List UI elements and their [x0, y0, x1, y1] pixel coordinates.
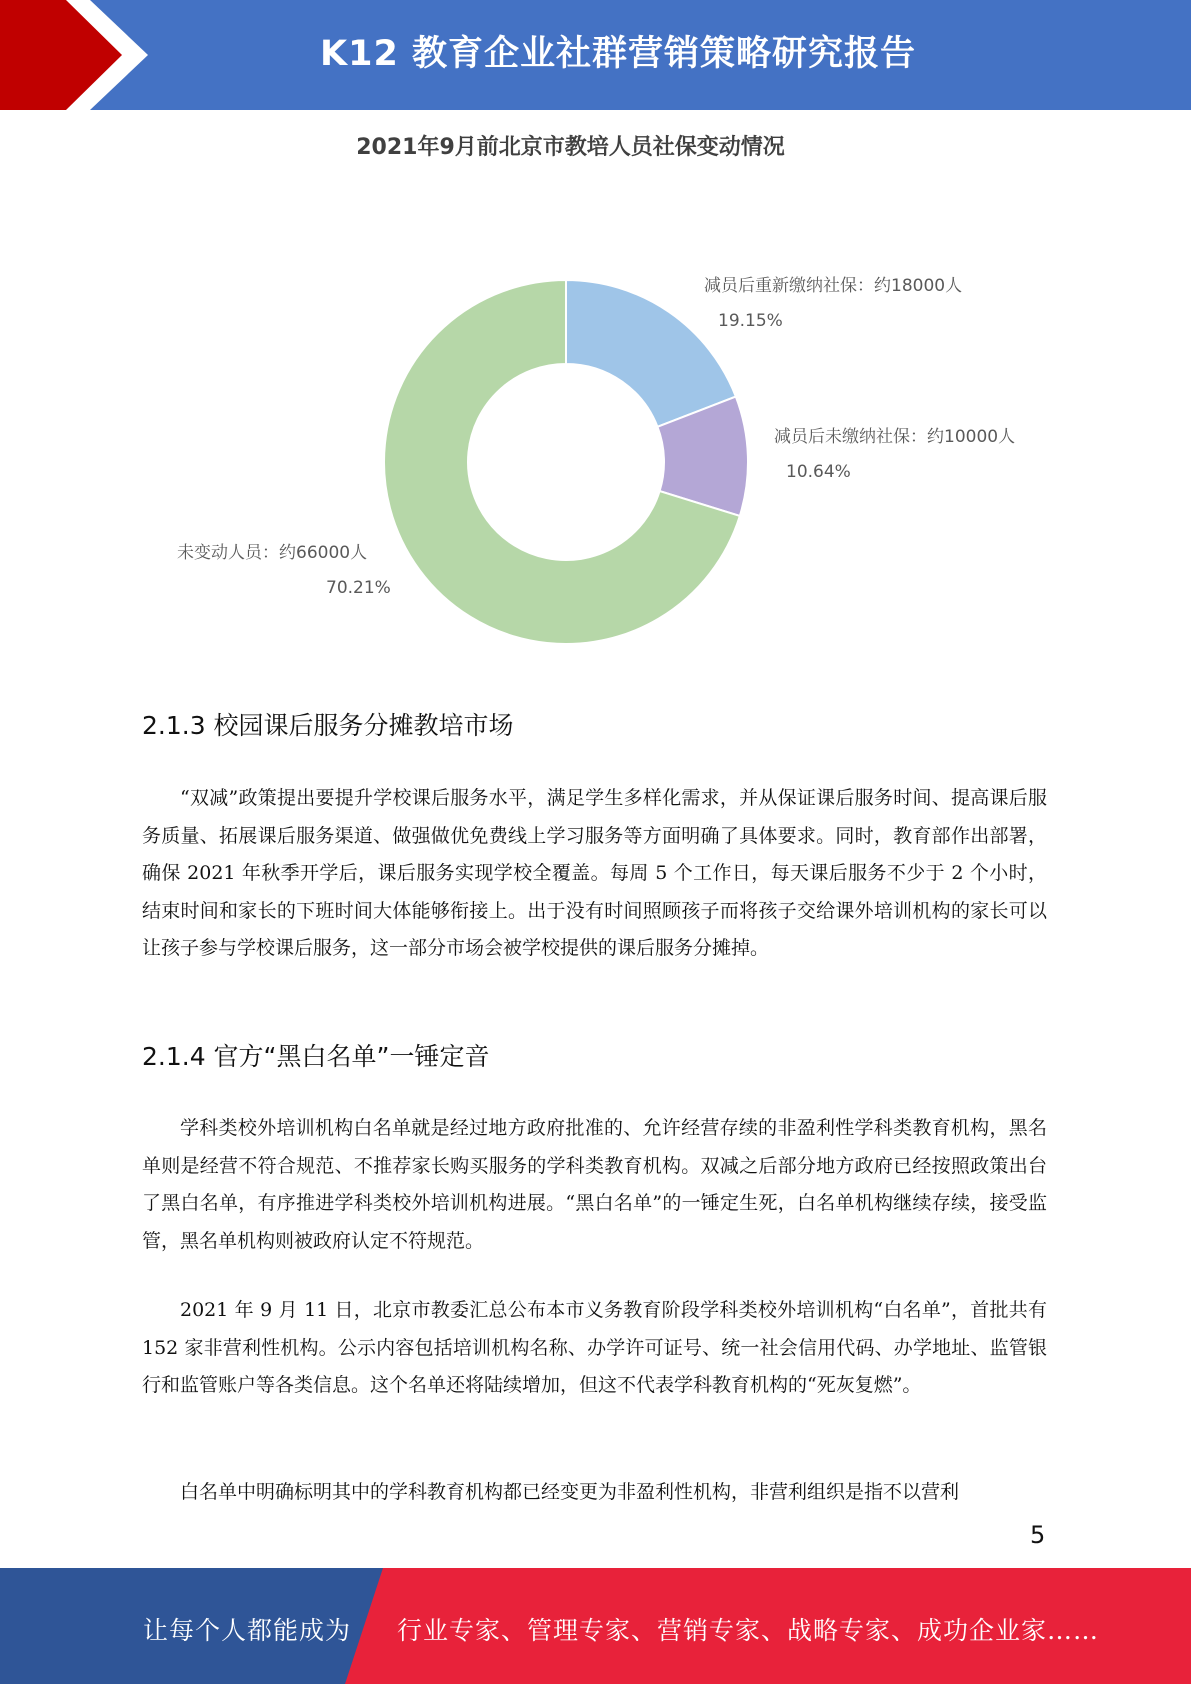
slice-percent-3: 70.21% [326, 578, 391, 598]
footer-slogan-left: 让每个人都能成为 [143, 1616, 352, 1645]
paragraph-2-1-4-a: 学科类校外培训机构白名单就是经过地方政府批准的、允许经营存续的非盈利性学科类教育机构，黑名单则是经营不符合规范、不推荐家长购买服务的学科类教育机构。双减之后部分地方政府已经按照政策出台了黑白名单，有序推进学科类校外培训机构进展。“黑白名单”的一锤定生死，白名单机构继续存续，接受监管，黑名单机构则被政府认定不符规范。 [142, 1117, 1047, 1252]
footer-slogan-right: 行业专家、管理专家、营销专家、战略专家、成功企业家…… [397, 1616, 1100, 1645]
slice-label-3: 未变动人员：约66000人 [177, 543, 368, 563]
donut-slice-1 [566, 280, 736, 427]
slice-label-2: 减员后未缴纳社保：约10000人 [774, 427, 1016, 447]
paragraph-2-1-4-c: 白名单中明确标明其中的学科教育机构都已经变更为非盈利性机构，非营利组织是指不以营利 [180, 1481, 960, 1503]
slice-label-1: 减员后重新缴纳社保：约18000人 [704, 276, 963, 296]
header-arrow-decoration [0, 0, 150, 110]
section-heading-2-1-3: 2.1.3 校园课后服务分摊教培市场 [142, 711, 514, 740]
header-bar [0, 0, 1191, 110]
page-number: 5 [1030, 1521, 1046, 1549]
section-heading-2-1-4: 2.1.4 官方“黑白名单”一锤定音 [142, 1042, 490, 1071]
slice-percent-2: 10.64% [786, 462, 851, 482]
slice-percent-1: 19.15% [718, 311, 783, 331]
chart-title-text: 2021年9月前北京市教培人员社保变动情况 [356, 135, 785, 160]
paragraph-2-1-4-b: 2021 年 9 月 11 日，北京市教委汇总公布本市义务教育阶段学科类校外培训机构“白名单”，首批共有 152 家非营利性机构。公示内容包括培训机构名称、办学许可证号、统一社会信用代码、办学地址、监管银行和监管账户等各类信息。这个名单还将陆续增加，但这不代表学科教育机构的“死灰复燃”。 [142, 1299, 1047, 1396]
report-title: K12 教育企业社群营销策略研究报告 [320, 34, 917, 74]
paragraph-2-1-3: “双减”政策提出要提升学校课后服务水平，满足学生多样化需求，并从保证课后服务时间、提高课后服务质量、拓展课后服务渠道、做强做优免费线上学习服务等方面明确了具体要求。同时，教育部作出部署，确保 2021 年秋季开学后，课后服务实现学校全覆盖。每周 5 个工作日，每天课后服务不少于 2 个小时，结束时间和家长的下班时间大体能够衔接上。出于没有时间照顾孩子而将孩子交给课外培训机构的家长可以让孩子参与学校课后服务，这一部分市场会被学校提供的课后服务分摊掉。 [142, 787, 1047, 959]
donut-chart [0, 180, 1191, 660]
chart-title [0, 130, 1191, 161]
